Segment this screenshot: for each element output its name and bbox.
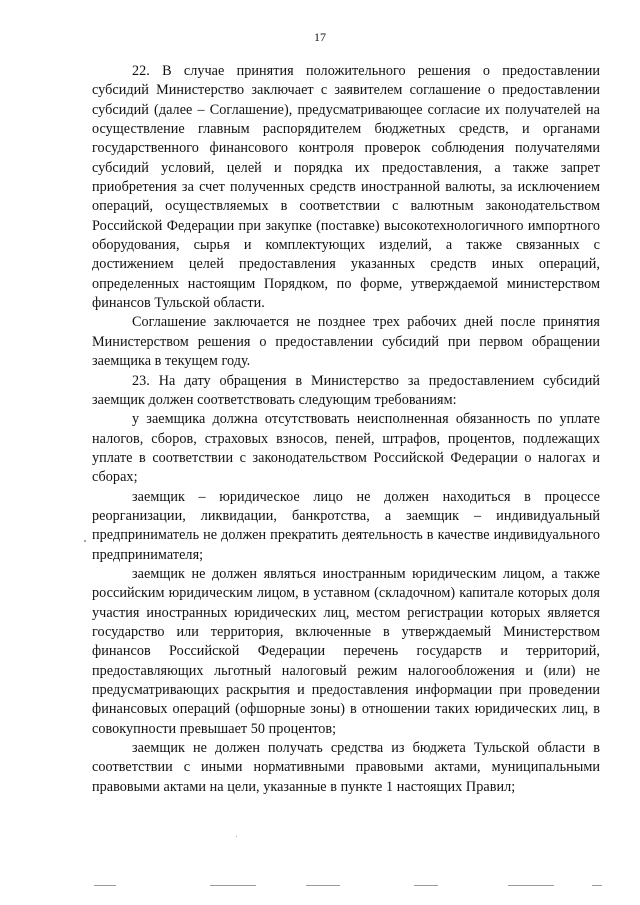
document-body <box>92 62 600 797</box>
requirement-no-other-budget-funds: заемщик не должен получать средства из бюджета Тульской области в соответствии с иными нормативными правовыми актами, муниципальными правовыми актами на цели, указанные в пункте 1 настоящих Правил; <box>92 740 600 795</box>
scan-mark <box>210 885 256 886</box>
scan-speck <box>84 540 86 542</box>
scan-mark <box>414 885 438 886</box>
paragraph-23-requirements: 23. На дату обращения в Министерство за предоставлением субсидий заемщик должен соответствовать следующим требованиям: <box>92 372 600 408</box>
scan-mark <box>508 885 554 886</box>
requirement-no-tax-debt: у заемщика должна отсутствовать неисполненная обязанность по уплате налогов, сборов, страховых взносов, пеней, штрафов, процентов, подлежащих уплате в соответствии с законодательством Российской Федерации о налогах и сборах; <box>92 411 600 486</box>
scan-artifacts <box>0 880 640 892</box>
scan-speck <box>236 836 237 837</box>
scan-mark <box>306 885 340 886</box>
scan-mark <box>592 885 602 886</box>
paragraph-agreement-deadline: Соглашение заключается не позднее трех рабочих дней после принятия Министерством решения о предоставлении субсидий при первом обращении заемщика в текущем году. <box>92 314 600 370</box>
paragraph-22-agreement: 22. В случае принятия положительного решения о предоставлении субсидий Министерство заключает с заявителем соглашение о предоставлении субсидий (далее – Соглашение), предусматривающее согласие их получателей на осуществление главным распорядителем бюджетных средств, и органами государственного финансового контроля проверок соблюдения получателями субсидий условий, целей и порядка их предоставления, а также запрет приобретения за счет полученных средств иностранной валюты, за исключением операций, осуществляемых в соответствии с валютным законодательством Российской Федерации при закупке (поставке) высокотехнологичного импортного оборудования, сырья и комплектующих изделий, а также связанных с достижением целей предоставления указанных средств иных операций, определенных настоящим Порядком, по форме, утверждаемой министерством финансов Тульской области. <box>92 63 600 312</box>
scan-mark <box>94 885 116 886</box>
requirement-no-reorganization: заемщик – юридическое лицо не должен находиться в процессе реорганизации, ликвидации, банкротства, а заемщик – индивидуальный предприниматель не должен прекратить деятельность в качестве индивидуального предпринимателя; <box>92 488 600 563</box>
page-number: 17 <box>314 30 326 44</box>
requirement-not-foreign-entity: заемщик не должен являться иностранным юридическим лицом, а также российским юридическим лицом, в уставном (складочном) капитале которых доля участия иностранных юридических лиц, местом регистрации которых является государство или территория, включенные в утверждаемый Министерством финансов Российской Федерации перечень государств и территорий, предоставляющих льготный налоговый режим налогообложения и (или) не предусматривающих раскрытия и предоставления информации при проведении финансовых операций (офшорные зоны) в отношении таких юридических лиц, в совокупности превышает 50 процентов; <box>92 565 600 737</box>
